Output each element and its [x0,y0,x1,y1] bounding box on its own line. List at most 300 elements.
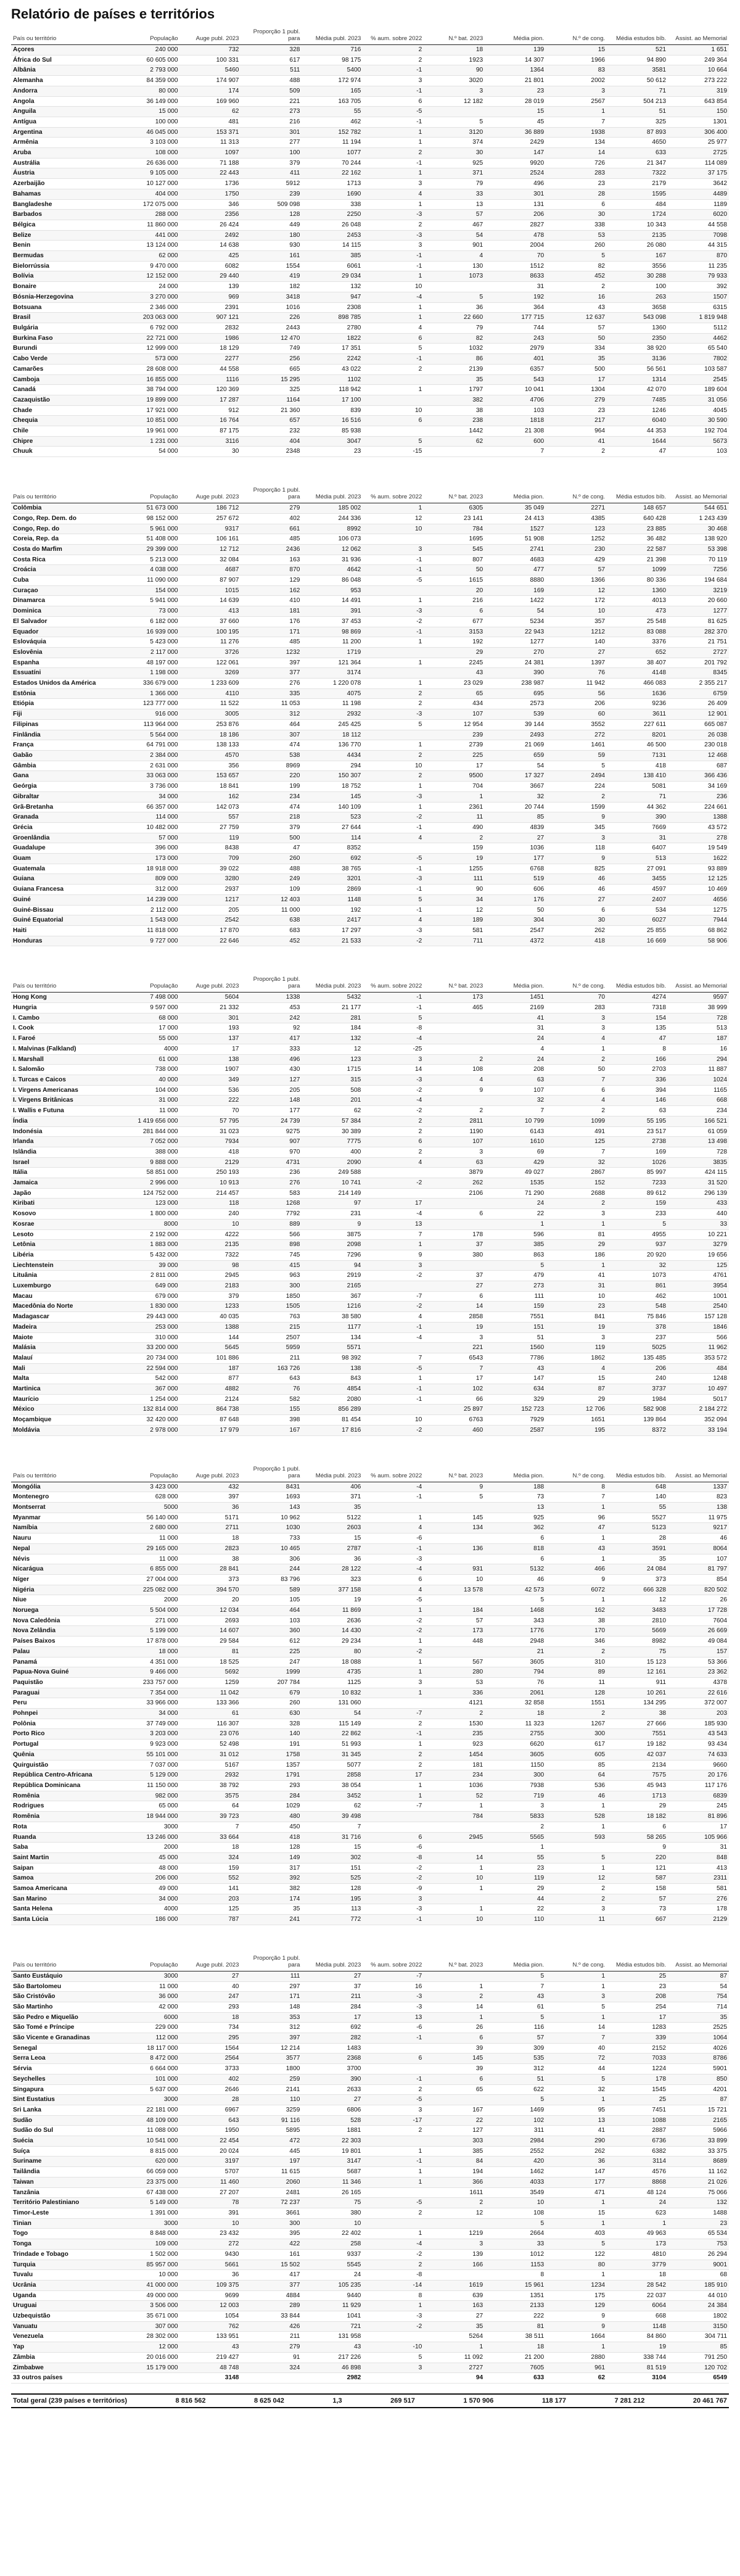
table-row [11,374,729,385]
cell-congregations: 12 [546,1873,607,1884]
cell-congregations: 14 [546,148,607,159]
column-header-studies: Média estudos bíb. [607,1464,668,1482]
cell-increase: 4 [363,1312,424,1323]
cell-peak: 2564 [180,2054,241,2064]
cell-pioneers: 10 041 [485,385,546,395]
cell-pioneers: 116 [485,2023,546,2033]
cell-studies: 6040 [607,416,668,426]
cell-baptized: 107 [424,1137,485,1147]
cell-memorial: 11 975 [668,1513,729,1523]
cell-peak: 481 [180,117,241,127]
cell-average: 17 [302,2012,363,2023]
cell-memorial: 7256 [668,565,729,576]
cell-ratio: 325 [240,385,302,395]
cell-average: 134 [302,1332,363,1343]
cell-congregations: 6 [546,905,607,915]
table-row [11,565,729,576]
cell-peak: 1564 [180,2043,241,2054]
cell-peak: 4687 [180,565,241,576]
cell-average: 1148 [302,894,363,905]
cell-population: 17 921 000 [119,405,180,416]
cell-pioneers: 1469 [485,2105,546,2115]
cell-congregations: 46 [546,874,607,885]
cell-name: Gana [11,771,119,782]
cell-peak: 109 375 [180,2280,241,2290]
cell-population: 3 103 000 [119,138,180,148]
cell-pioneers: 6143 [485,1126,546,1137]
cell-increase: -3 [363,210,424,220]
cell-increase: 2 [363,2208,424,2219]
cell-peak: 9699 [180,2290,241,2301]
cell-ratio: 404 [240,436,302,447]
cell-memorial: 21 026 [668,2177,729,2187]
cell-ratio: 33 844 [240,2311,302,2322]
cell-memorial: 31 520 [668,1178,729,1189]
table-row [11,1981,729,1992]
cell-population: 2 680 000 [119,1523,180,1534]
cell-peak: 4222 [180,1229,241,1240]
cell-name: Tuvalu [11,2270,119,2281]
cell-studies: 208 [607,1992,668,2002]
cell-congregations: 452 [546,271,607,282]
cell-ratio: 417 [240,1034,302,1044]
cell-memorial: 823 [668,1492,729,1503]
cell-increase: 1 [363,127,424,138]
cell-pioneers: 177 [485,854,546,864]
cell-increase: -1 [363,822,424,833]
cell-ratio: 509 098 [240,199,302,210]
cell-population: 33 063 000 [119,771,180,782]
cell-pioneers: 2984 [485,2136,546,2147]
table-row [11,65,729,76]
cell-pioneers: 21 200 [485,2352,546,2363]
cell-baptized: 1073 [424,271,485,282]
cell-population: 1 502 000 [119,2249,180,2260]
cell-peak: 3733 [180,2064,241,2074]
table-row [11,241,729,251]
cell-average: 132 [302,282,363,292]
cell-average: 3700 [302,2064,363,2074]
cell-studies: 7485 [607,395,668,405]
cell-ratio: 589 [240,1585,302,1595]
table-row [11,1626,729,1637]
cell-peak: 16 764 [180,416,241,426]
cell-average: 508 [302,1085,363,1096]
cell-baptized: 33 [424,189,485,199]
cell-peak: 14 607 [180,1626,241,1637]
cell-peak: 28 [180,2095,241,2105]
cell-congregations: 46 [546,1791,607,1801]
cell-population: 46 045 000 [119,127,180,138]
cell-ratio: 889 [240,1219,302,1229]
table-row [11,2208,729,2219]
cell-name: Porto Rico [11,1729,119,1740]
cell-congregations: 44 [546,2064,607,2074]
cell-baptized: 704 [424,782,485,792]
cell-increase: 10 [363,524,424,534]
cell-studies: 3737 [607,1384,668,1395]
cell-population: 9 470 000 [119,261,180,271]
cell-increase: 10 [363,761,424,771]
cell-memorial: 224 661 [668,802,729,812]
cell-congregations: 1252 [546,534,607,545]
cell-congregations: 2 [546,1054,607,1065]
cell-congregations: 14 [546,2023,607,2033]
cell-baptized: 178 [424,1229,485,1240]
cell-memorial: 352 094 [668,1415,729,1426]
cell-increase: 3 [363,1677,424,1688]
cell-congregations: 3 [546,1904,607,1915]
cell-studies: 648 [607,1482,668,1492]
table-row [11,2043,729,2054]
cell-memorial: 687 [668,761,729,771]
cell-average: 80 [302,1646,363,1657]
cell-population: 441 000 [119,230,180,241]
cell-congregations: 123 [546,524,607,534]
cell-ratio: 207 784 [240,1677,302,1688]
cell-pioneers: 818 [485,1543,546,1554]
cell-peak: 52 498 [180,1740,241,1750]
cell-average: 98 869 [302,627,363,637]
cell-peak: 394 570 [180,1585,241,1595]
cell-increase: -6 [363,1843,424,1853]
cell-studies: 85 997 [607,1168,668,1178]
table-row [11,302,729,313]
cell-population: 172 075 000 [119,199,180,210]
cell-increase [363,1812,424,1822]
cell-increase: -17 [363,2115,424,2126]
cell-pioneers: 2547 [485,925,546,936]
cell-memorial: 16 [668,1044,729,1054]
report-section [11,1954,729,2384]
cell-name: Geórgia [11,782,119,792]
cell-studies: 6407 [607,843,668,854]
cell-name: Anguila [11,107,119,117]
cell-peak: 11 522 [180,699,241,709]
table-row [11,1281,729,1292]
cell-peak: 1750 [180,189,241,199]
cell-pioneers: 5 [485,1595,546,1606]
cell-baptized: 12 182 [424,96,485,107]
cell-ratio: 176 [240,616,302,627]
table-row [11,1405,729,1415]
table-row [11,1503,729,1513]
table-row [11,1147,729,1157]
cell-congregations: 1 [546,2218,607,2229]
cell-pioneers: 1 [485,1843,546,1853]
cell-population: 1 198 000 [119,668,180,679]
cell-peak: 787 [180,1915,241,1925]
cell-peak: 12 003 [180,2301,241,2311]
cell-studies: 8982 [607,1637,668,1647]
cell-peak: 10 913 [180,1178,241,1189]
cell-ratio: 301 [240,127,302,138]
cell-baptized: 84 [424,2157,485,2167]
cell-memorial: 1248 [668,1374,729,1384]
cell-memorial: 1388 [668,812,729,823]
cell-memorial: 132 [668,2198,729,2208]
cell-pioneers: 1364 [485,65,546,76]
table-row [11,1374,729,1384]
cell-baptized: 39 [424,2064,485,2074]
cell-studies: 6064 [607,2301,668,2311]
cell-memorial: 30 468 [668,524,729,534]
cell-population: 1 366 000 [119,688,180,699]
cell-studies: 42 070 [607,385,668,395]
cell-average: 62 [302,1801,363,1812]
cell-name: Madagascar [11,1312,119,1323]
cell-congregations: 1366 [546,576,607,586]
cell-congregations: 7 [546,1075,607,1085]
cell-population: 388 000 [119,1147,180,1157]
cell-average: 105 235 [302,2280,363,2290]
cell-memorial: 81 896 [668,1812,729,1822]
cell-name: Saint Martin [11,1852,119,1863]
cell-name: Mongólia [11,1482,119,1492]
cell-average: 1177 [302,1322,363,1332]
cell-studies: 587 [607,1873,668,1884]
cell-memorial: 20 660 [668,596,729,606]
cell-pioneers: 208 [485,1065,546,1075]
cell-baptized: 9 [424,1482,485,1492]
cell-population: 11 860 000 [119,220,180,230]
table-row [11,1585,729,1595]
cell-memorial: 1165 [668,1085,729,1096]
cell-increase: -3 [363,2002,424,2012]
cell-studies: 94 890 [607,55,668,65]
cell-baptized [424,1646,485,1657]
cell-ratio: 242 [240,1013,302,1023]
cell-studies: 25 548 [607,616,668,627]
cell-population: 2 117 000 [119,647,180,658]
subtotal-studies: 3104 [607,2373,668,2384]
cell-average: 2919 [302,1271,363,1281]
cell-name: Argentina [11,127,119,138]
cell-increase: 1 [363,2229,424,2239]
cell-ratio: 293 [240,1780,302,1791]
cell-peak: 1950 [180,2126,241,2136]
cell-ratio: 2060 [240,2177,302,2187]
cell-average: 5571 [302,1343,363,1353]
cell-baptized [424,1503,485,1513]
cell-population: 5 564 000 [119,730,180,740]
cell-average: 4854 [302,1384,363,1395]
cell-ratio: 583 [240,1188,302,1199]
table-row [11,812,729,823]
cell-name: Aruba [11,148,119,159]
cell-congregations: 96 [546,1513,607,1523]
cell-peak: 3005 [180,709,241,720]
cell-memorial: 157 [668,1646,729,1657]
table-row [11,251,729,262]
cell-memorial: 11 887 [668,1065,729,1075]
cell-average: 721 [302,2321,363,2332]
cell-average: 2242 [302,354,363,365]
cell-ratio: 109 [240,885,302,895]
cell-baptized: 29 [424,647,485,658]
cell-peak: 138 133 [180,740,241,751]
cell-congregations: 30 [546,915,607,926]
cell-name: Croácia [11,565,119,576]
cell-ratio: 220 [240,771,302,782]
cell-peak: 40 [180,1981,241,1992]
cell-memorial: 294 [668,1054,729,1065]
cell-peak: 21 332 [180,1003,241,1013]
cell-peak: 28 841 [180,1564,241,1575]
table-row [11,127,729,138]
cell-average: 22 862 [302,1729,363,1740]
cell-population: 1 883 000 [119,1240,180,1250]
cell-pioneers: 312 [485,2064,546,2074]
cell-average: 6806 [302,2105,363,2115]
cell-average: 1041 [302,2311,363,2322]
cell-name: Noruega [11,1606,119,1616]
cell-memorial: 189 604 [668,385,729,395]
cell-peak: 5171 [180,1513,241,1523]
cell-increase: 7 [363,1229,424,1240]
cell-population: 32 420 000 [119,1415,180,1426]
cell-congregations: 64 [546,1770,607,1781]
cell-ratio: 47 [240,843,302,854]
cell-peak: 3280 [180,874,241,885]
table-row [11,658,729,668]
table-row [11,627,729,637]
cell-name: Zimbabwe [11,2363,119,2373]
cell-peak: 6967 [180,2105,241,2115]
cell-average: 2453 [302,230,363,241]
cell-ratio: 511 [240,65,302,76]
cell-memorial: 4045 [668,405,729,416]
cell-population: 9 727 000 [119,936,180,946]
table-row [11,1513,729,1523]
cell-baptized: 4 [424,1075,485,1085]
cell-population: 132 814 000 [119,1405,180,1415]
cell-congregations: 13 [546,2115,607,2126]
cell-increase: 16 [363,1981,424,1992]
cell-congregations: 1599 [546,802,607,812]
table-row [11,1085,729,1096]
cell-increase: 1 [363,1637,424,1647]
cell-pioneers: 21 [485,1646,546,1657]
table-row [11,1770,729,1781]
cell-congregations: 9 [546,2311,607,2322]
table-row [11,1023,729,1034]
table-row [11,1904,729,1915]
cell-population: 916 000 [119,709,180,720]
table-row [11,96,729,107]
cell-increase [363,730,424,740]
cell-increase: 2 [363,148,424,159]
table-row [11,1322,729,1332]
cell-increase: -5 [363,107,424,117]
cell-peak: 877 [180,1374,241,1384]
cell-pioneers: 5833 [485,1812,546,1822]
cell-pioneers: 54 [485,761,546,771]
cell-studies: 240 [607,1374,668,1384]
column-header-population: População [119,485,180,503]
cell-memorial: 850 [668,2074,729,2084]
cell-population: 108 000 [119,148,180,159]
cell-peak: 205 [180,905,241,915]
cell-baptized: 43 [424,668,485,679]
cell-memorial: 44 558 [668,220,729,230]
cell-increase: -3 [363,709,424,720]
cell-name: Albânia [11,65,119,76]
cell-pioneers: 2 [485,1822,546,1832]
cell-ratio: 377 [240,2280,302,2290]
cell-studies: 2179 [607,179,668,189]
cell-baptized: 1036 [424,1780,485,1791]
cell-baptized: 2245 [424,658,485,668]
cell-studies: 5123 [607,1523,668,1534]
cell-ratio: 8431 [240,1482,302,1492]
cell-name: Hungria [11,1003,119,1013]
cell-memorial: 26 [668,1595,729,1606]
cell-studies: 1713 [607,1791,668,1801]
cell-congregations: 53 [546,230,607,241]
cell-average: 31 345 [302,1749,363,1760]
cell-studies: 135 [607,1023,668,1034]
cell-memorial: 68 [668,2270,729,2281]
cell-studies: 35 [607,1554,668,1564]
cell-population: 2000 [119,1595,180,1606]
cell-baptized: 639 [424,2290,485,2301]
table-row [11,1188,729,1199]
cell-baptized: 12 [424,2208,485,2219]
cell-ratio: 12 403 [240,894,302,905]
cell-population: 28 302 000 [119,2332,180,2342]
cell-peak: 81 [180,1646,241,1657]
cell-baptized: 3879 [424,1168,485,1178]
column-header-peak: Auge publ. 2023 [180,1954,241,1971]
cell-congregations: 2 [546,1646,607,1657]
cell-ratio: 472 [240,2136,302,2147]
cell-baptized: 108 [424,1065,485,1075]
cell-congregations: 41 [546,2126,607,2136]
cell-pioneers: 1776 [485,1626,546,1637]
cell-pioneers: 4683 [485,555,546,565]
cell-memorial: 753 [668,2239,729,2250]
cell-name: Grã-Bretanha [11,802,119,812]
cell-baptized: 1 [424,2342,485,2353]
cell-congregations: 134 [546,138,607,148]
cell-baptized: 181 [424,1760,485,1770]
cell-studies: 178 [607,2074,668,2084]
cell-baptized [424,282,485,292]
table-row [11,2239,729,2250]
cell-population: 10 541 000 [119,2136,180,2147]
cell-memorial: 424 115 [668,1168,729,1178]
table-row [11,1971,729,1981]
cell-average: 24 [302,2270,363,2281]
cell-population: 10 851 000 [119,416,180,426]
cell-pioneers: 103 [485,405,546,416]
cell-name: Uruguai [11,2301,119,2311]
cell-studies: 23 [607,1981,668,1992]
cell-average: 391 [302,606,363,617]
cell-population: 3 423 000 [119,1482,180,1492]
table-row [11,344,729,354]
cell-congregations: 50 [546,333,607,344]
cell-pioneers: 390 [485,668,546,679]
cell-name: Malta [11,1374,119,1384]
cell-baptized: 111 [424,874,485,885]
cell-pioneers: 24 381 [485,658,546,668]
cell-peak: 119 [180,833,241,843]
cell-baptized: 235 [424,1729,485,1740]
cell-memorial: 4656 [668,894,729,905]
cell-baptized: 567 [424,1657,485,1667]
